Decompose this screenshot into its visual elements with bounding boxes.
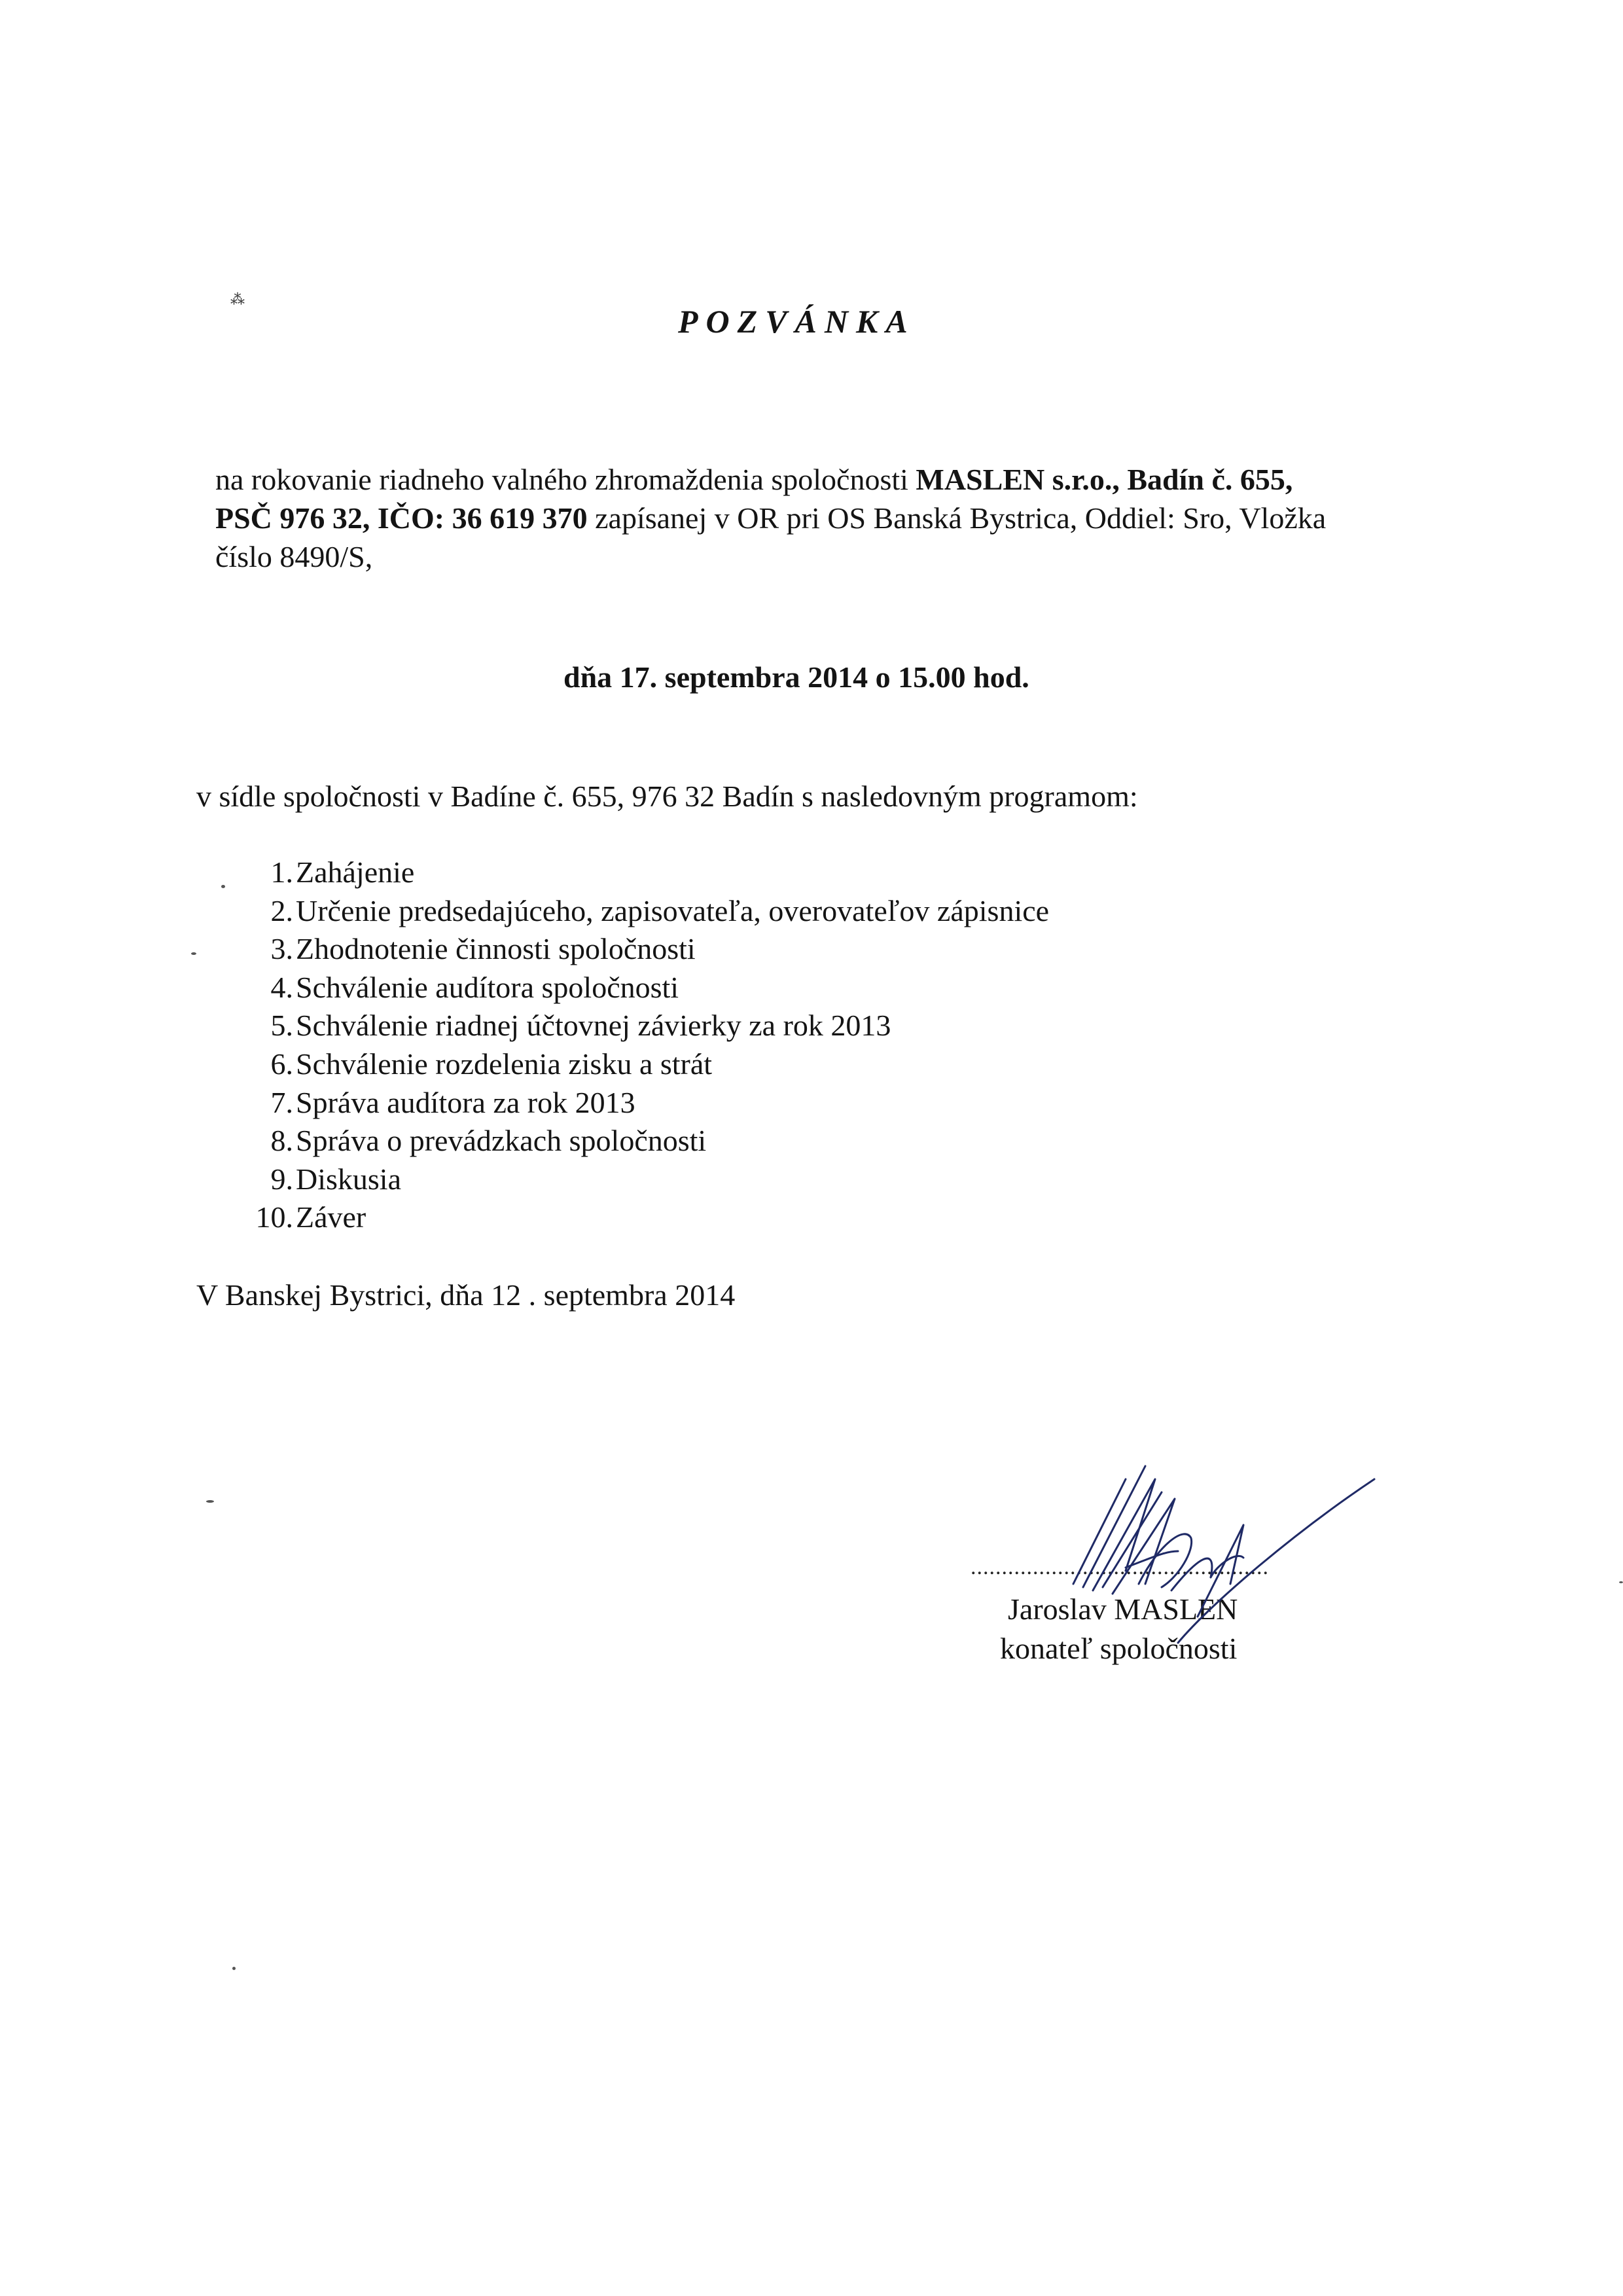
agenda-item-number: 10. xyxy=(255,1200,293,1234)
agenda-item xyxy=(223,969,1049,1007)
agenda-item xyxy=(223,1198,1049,1237)
signatory-name: Jaroslav MASLEN xyxy=(1008,1592,1238,1626)
intro-line-1-text: na rokovanie riadneho valného zhromaždenia spoločnosti xyxy=(215,463,916,496)
place-and-date: V Banskej Bystrici, dňa 12 . septembra 2014 xyxy=(196,1278,736,1312)
agenda-item-text: Zhodnotenie činnosti spoločnosti xyxy=(296,932,696,966)
intro-line-3: číslo 8490/S, xyxy=(215,540,373,573)
document-title: POZVÁNKA xyxy=(678,303,916,340)
intro-line-1 xyxy=(215,460,1328,499)
agenda-item-number: 3. xyxy=(270,932,293,966)
agenda-item-text: Určenie predsedajúceho, zapisovateľa, overovateľov zápisnice xyxy=(296,893,1050,927)
agenda-item xyxy=(223,1007,1049,1045)
intro-line-2-text: zapísanej v OR pri OS Banská Bystrica, Oddiel: Sro, Vložka xyxy=(587,501,1327,535)
agenda-item-number: 2. xyxy=(270,893,293,927)
intro-paragraph xyxy=(215,460,1328,576)
agenda-item xyxy=(223,892,1049,931)
agenda-item xyxy=(223,930,1049,969)
signatory-role: konateľ spoločnosti xyxy=(1000,1632,1238,1665)
agenda-item-text: Záver xyxy=(296,1200,366,1234)
agenda-list xyxy=(223,853,1049,1237)
agenda-item xyxy=(223,1122,1049,1160)
agenda-item-text: Schválenie audítora spoločnosti xyxy=(296,970,679,1004)
agenda-item-number: 4. xyxy=(270,970,293,1004)
agenda-item xyxy=(223,1084,1049,1122)
scan-speck xyxy=(1619,1581,1623,1583)
company-psc-ico: PSČ 976 32, IČO: 36 619 370 xyxy=(215,501,588,535)
agenda-item xyxy=(223,853,1049,892)
scan-speck xyxy=(191,952,196,955)
scan-speck xyxy=(206,1500,214,1503)
meeting-venue: v sídle spoločnosti v Badíne č. 655, 976 32 Badín s nasledovným programom: xyxy=(196,780,1138,813)
agenda-item-number: 1. xyxy=(270,855,293,889)
agenda-item-text: Diskusia xyxy=(296,1162,401,1196)
agenda-item-number: 8. xyxy=(270,1124,293,1158)
scan-speck xyxy=(232,1967,236,1970)
agenda-item-number: 5. xyxy=(270,1009,293,1043)
meeting-date: dňa 17. septembra 2014 o 15.00 hod. xyxy=(563,660,1029,694)
agenda-item-text: Schválenie riadnej účtovnej závierky za rok 2013 xyxy=(296,1009,891,1043)
handwritten-signature xyxy=(1047,1453,1387,1662)
agenda-item-text: Správa o prevádzkach spoločnosti xyxy=(296,1124,707,1158)
agenda-item-number: 6. xyxy=(270,1047,293,1081)
agenda-item-number: 9. xyxy=(270,1162,293,1196)
agenda-item xyxy=(223,1160,1049,1199)
agenda-item-text: Správa audítora za rok 2013 xyxy=(296,1085,635,1119)
signature-line: ................................................ xyxy=(971,1555,1269,1579)
company-name-address: MASLEN s.r.o., Badín č. 655, xyxy=(916,463,1293,496)
agenda-item-number: 7. xyxy=(270,1085,293,1119)
intro-line-2 xyxy=(215,499,1328,537)
agenda-item xyxy=(223,1045,1049,1084)
scan-speck xyxy=(221,885,225,888)
agenda-item-text: Zahájenie xyxy=(296,855,415,889)
agenda-item-text: Schválenie rozdelenia zisku a strát xyxy=(296,1047,713,1081)
scan-artifact-mark: ⁂ xyxy=(230,291,245,308)
